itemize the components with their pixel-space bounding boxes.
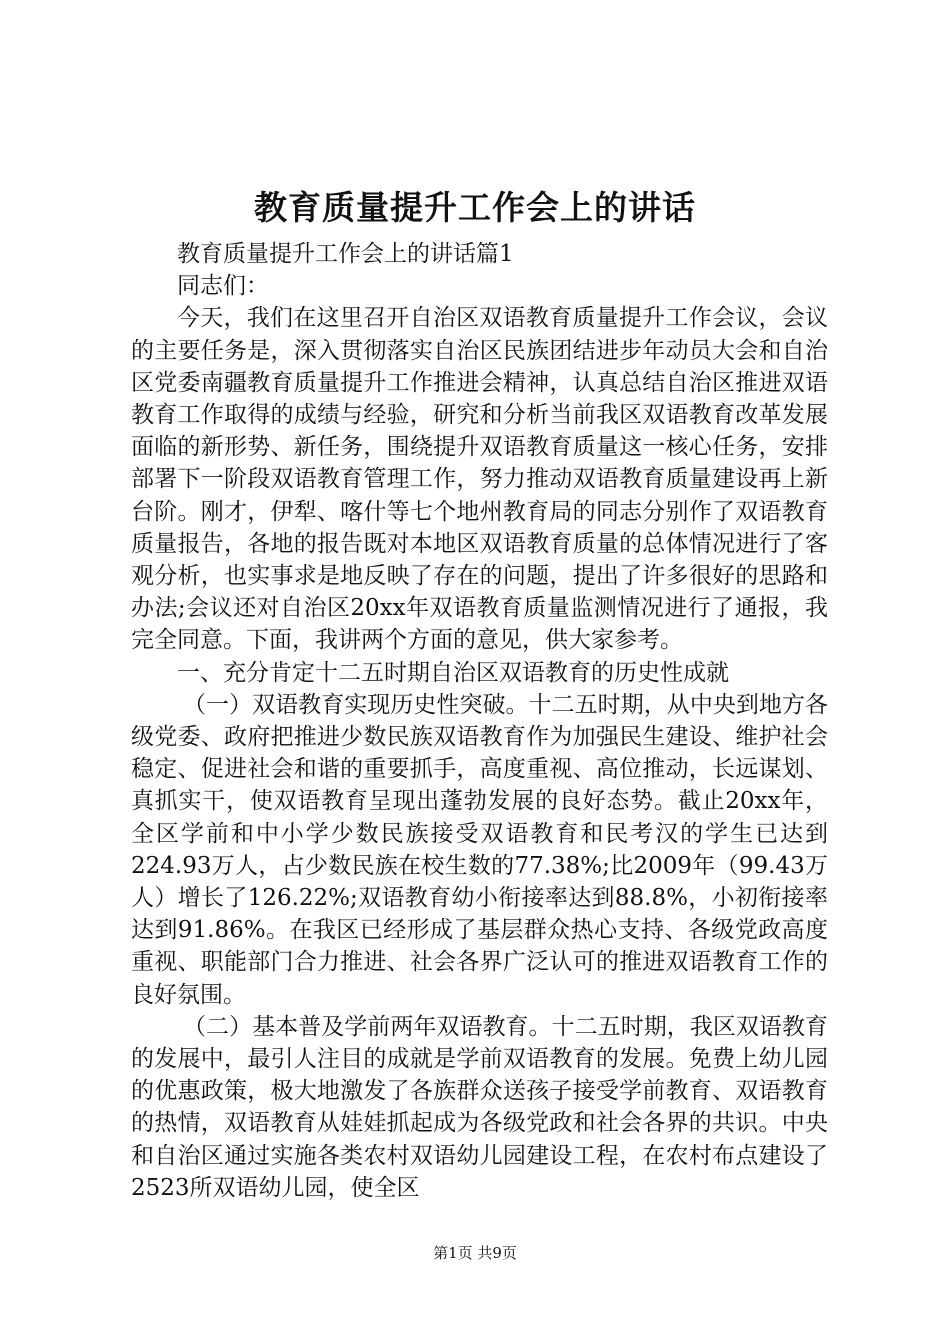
paragraph-preschool: （二）基本普及学前两年双语教育。十二五时期，我区双语教育的发展中，最引人注目的成就是学前双语教育的发展。免费上幼儿园的优惠政策，极大地激发了各族群众送孩子接受学前教育、双语教育的热情，双语教育从娃娃抓起成为各级党政和社会各界的共识。中央和自治区通过实施各类农村双语幼儿园建设工程，在农村布点建设了2523所双语幼儿园，使全区 [131,1013,828,1201]
paragraph-intro: 今天，我们在这里召开自治区双语教育质量提升工作会议，会议的主要任务是，深入贯彻落实自治区民族团结进步年动员大会和自治区党委南疆教育质量提升工作推进会精神，认真总结自治区推进双语教育工作取得的成绩与经验，研究和分析当前我区双语教育改革发展面临的新形势、新任务，围绕提升双语教育质量这一核心任务，安排部署下一阶段双语教育管理工作，努力推动双语教育质量建设再上新台阶。刚才，伊犁、喀什等七个地州教育局的同志分别作了双语教育质量报告，各地的报告既对本地区双语教育质量的总体情况进行了客观分析，也实事求是地反映了存在的问题，提出了许多很好的思路和办法;会议还对自治区20xx年双语教育质量监测情况进行了通报，我完全同意。下面，我讲两个方面的意见，供大家参考。 [131,305,828,654]
section-heading: 教育质量提升工作会上的讲话篇1 [177,241,514,267]
part-one-heading: 一、充分肯定十二五时期自治区双语教育的历史性成就 [177,659,729,686]
paragraph-breakthrough: （一）双语教育实现历史性突破。十二五时期，从中央到地方各级党委、政府把推进少数民族双语教育作为加强民生建设、维护社会稳定、促进社会和谐的重要抓手，高度重视、高位推动，长远谋划、真抓实干，使双语教育呈现出蓬勃发展的良好态势。截止20xx年，全区学前和中小学少数民族接受双语教育和民考汉的学生已达到224.93万人，占少数民族在校生数的77.38%;比2009年（99.43万人）增长了126.22%;双语教育幼小衔接率达到88.8%，小初衔接率达到91.86%。在我区已经形成了基层群众热心支持、各级党政高度重视、职能部门合力推进、社会各界广泛认可的推进双语教育工作的良好氛围。 [131,691,828,1008]
salutation: 同志们： [177,273,269,300]
document-title: 教育质量提升工作会上的讲话 [254,188,696,227]
page-footer: 第1页 共9页 [433,1244,517,1262]
document-body [131,238,828,1204]
